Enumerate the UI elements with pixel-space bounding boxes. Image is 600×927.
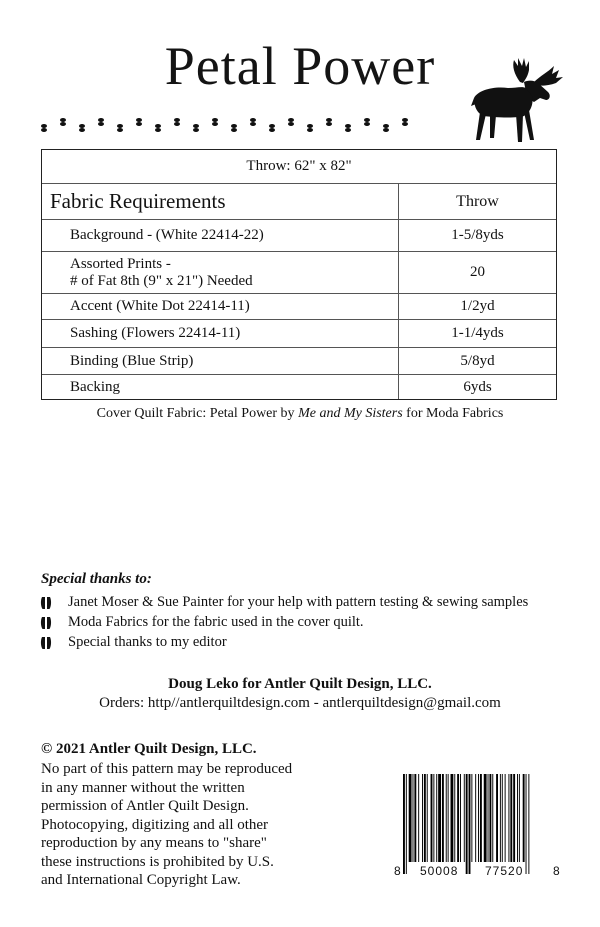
cover-fabric-note [0, 406, 600, 422]
barcode-bar [433, 774, 434, 862]
table-header-row [42, 183, 556, 219]
fabric-requirements-table [41, 149, 557, 400]
quilt-size-label: Throw: 62" x 82" [246, 158, 352, 174]
thanks-heading: Special thanks to: [41, 571, 152, 587]
barcode-bar [475, 774, 476, 862]
barcode-digit-right: 8 [553, 864, 561, 878]
cover-note-suffix: for Moda Fabrics [402, 406, 504, 421]
copyright-line: Photocopying, digitizing and all other [41, 816, 269, 833]
barcode-bar [510, 774, 512, 862]
hoofprint-trail-icon [38, 112, 438, 138]
barcode-bar [517, 774, 518, 862]
header-fabric-requirements: Fabric Requirements [50, 189, 226, 213]
barcode-bar [438, 774, 441, 862]
table-row [42, 319, 556, 347]
barcode-bar [413, 774, 414, 862]
barcode-digits-group-1: 50008 [420, 864, 459, 878]
pattern-title: Petal Power [164, 36, 436, 96]
barcode-bar [526, 774, 527, 874]
barcode-bar [484, 774, 487, 862]
orders-contact: Orders: http//antlerquiltdesign.com - antlerquiltdesign@gmail.com [99, 695, 501, 711]
cover-note-prefix: Cover Quilt Fabric: Petal Power by [96, 406, 299, 421]
fabric-name: Accent (White Dot 22414-11) [70, 298, 250, 314]
hoofprint-bullet-icon [40, 636, 52, 650]
fabric-name: Background - (White 22414-22) [70, 227, 264, 243]
barcode-bar [431, 774, 433, 862]
barcode-bar [418, 774, 419, 862]
barcode-digit-left: 8 [394, 864, 402, 878]
hoofprint-bullet-icon [40, 616, 52, 630]
fabric-name [42, 252, 398, 293]
barcode-bar [457, 774, 459, 862]
fabric-amount: 1-5/8yds [398, 220, 556, 251]
barcode-bar [460, 774, 461, 862]
barcode-bar [448, 774, 449, 862]
barcode-bar [492, 774, 493, 862]
thanks-text: Special thanks to my editor [68, 634, 227, 650]
fabric-name-line: # of Fat 8th (9" x 21") Needed [70, 272, 253, 289]
copyright-heading: © 2021 Antler Quilt Design, LLC. [41, 741, 257, 757]
barcode-bar [528, 774, 529, 874]
table-row [42, 219, 556, 251]
barcode-bar [508, 774, 509, 862]
list-item [40, 634, 227, 651]
barcode-bar [523, 774, 525, 862]
barcode-bar [442, 774, 444, 862]
copyright-line: No part of this pattern may be reproduced [41, 761, 293, 777]
fabric-name: Binding (Blue Strip) [70, 352, 194, 369]
barcode-bar [505, 774, 506, 862]
copyright-line: in any manner without the written [41, 779, 245, 796]
copyright-line: and International Copyright Law. [41, 872, 241, 888]
copyright-line: permission of Antler Quilt Design. [41, 798, 249, 814]
barcode-digits-group-2: 77520 [485, 864, 524, 878]
barcode-bar [488, 774, 489, 862]
barcode-bar [500, 774, 501, 862]
header-throw: Throw [398, 184, 556, 219]
fabric-amount: 5/8yd [398, 348, 556, 374]
fabric-amount: 6yds [398, 375, 556, 399]
upc-barcode-icon [394, 772, 559, 882]
table-row [42, 374, 556, 399]
fabric-amount: 1-1/4yds [398, 320, 556, 347]
barcode-bar [424, 774, 426, 862]
fabric-name: Backing [70, 378, 120, 395]
fabric-name-line: Assorted Prints - [70, 255, 171, 272]
table-row [42, 293, 556, 319]
barcode-bar [451, 774, 454, 862]
thanks-text: Moda Fabrics for the fabric used in the cover quilt. [68, 614, 364, 630]
barcode-bar [513, 774, 515, 862]
barcode-bar [478, 774, 479, 862]
fabric-name: Sashing (Flowers 22414-11) [70, 325, 241, 341]
fabric-amount: 1/2yd [398, 294, 556, 319]
barcode-bar [454, 774, 455, 862]
barcode-bar [406, 774, 407, 874]
barcode-bar [519, 774, 520, 862]
barcode-bar [466, 774, 468, 874]
barcode-bar [489, 774, 491, 862]
barcode-bar [496, 774, 498, 862]
barcode-bar [464, 774, 465, 862]
barcode-bar [427, 774, 428, 862]
hoofprint-bullet-icon [40, 596, 52, 610]
barcode-bar [446, 774, 447, 862]
barcode-bar [502, 774, 503, 862]
list-item [40, 614, 364, 631]
barcode-bar [480, 774, 482, 862]
table-row [42, 347, 556, 374]
barcode-bar [409, 774, 412, 862]
barcode-bar [436, 774, 437, 862]
barcode-bar [422, 774, 423, 862]
copyright-notice [41, 760, 341, 890]
barcode-bar [403, 774, 405, 874]
thanks-text: Janet Moser & Sue Painter for your help with pattern testing & sewing samples [68, 594, 529, 610]
table-row [42, 251, 556, 293]
list-item [40, 594, 528, 611]
copyright-line: these instructions is prohibited by U.S. [41, 853, 274, 870]
barcode-bar [469, 774, 471, 874]
company-name: Doug Leko for Antler Quilt Design, LLC. [168, 676, 432, 692]
moose-silhouette-icon [468, 52, 568, 144]
barcode-bar [471, 774, 472, 862]
barcode-bar [414, 774, 416, 862]
copyright-line: reproduction by any means to "share" [41, 835, 267, 851]
cover-note-designer: Me and My Sisters [298, 406, 403, 421]
fabric-amount: 20 [398, 252, 556, 293]
